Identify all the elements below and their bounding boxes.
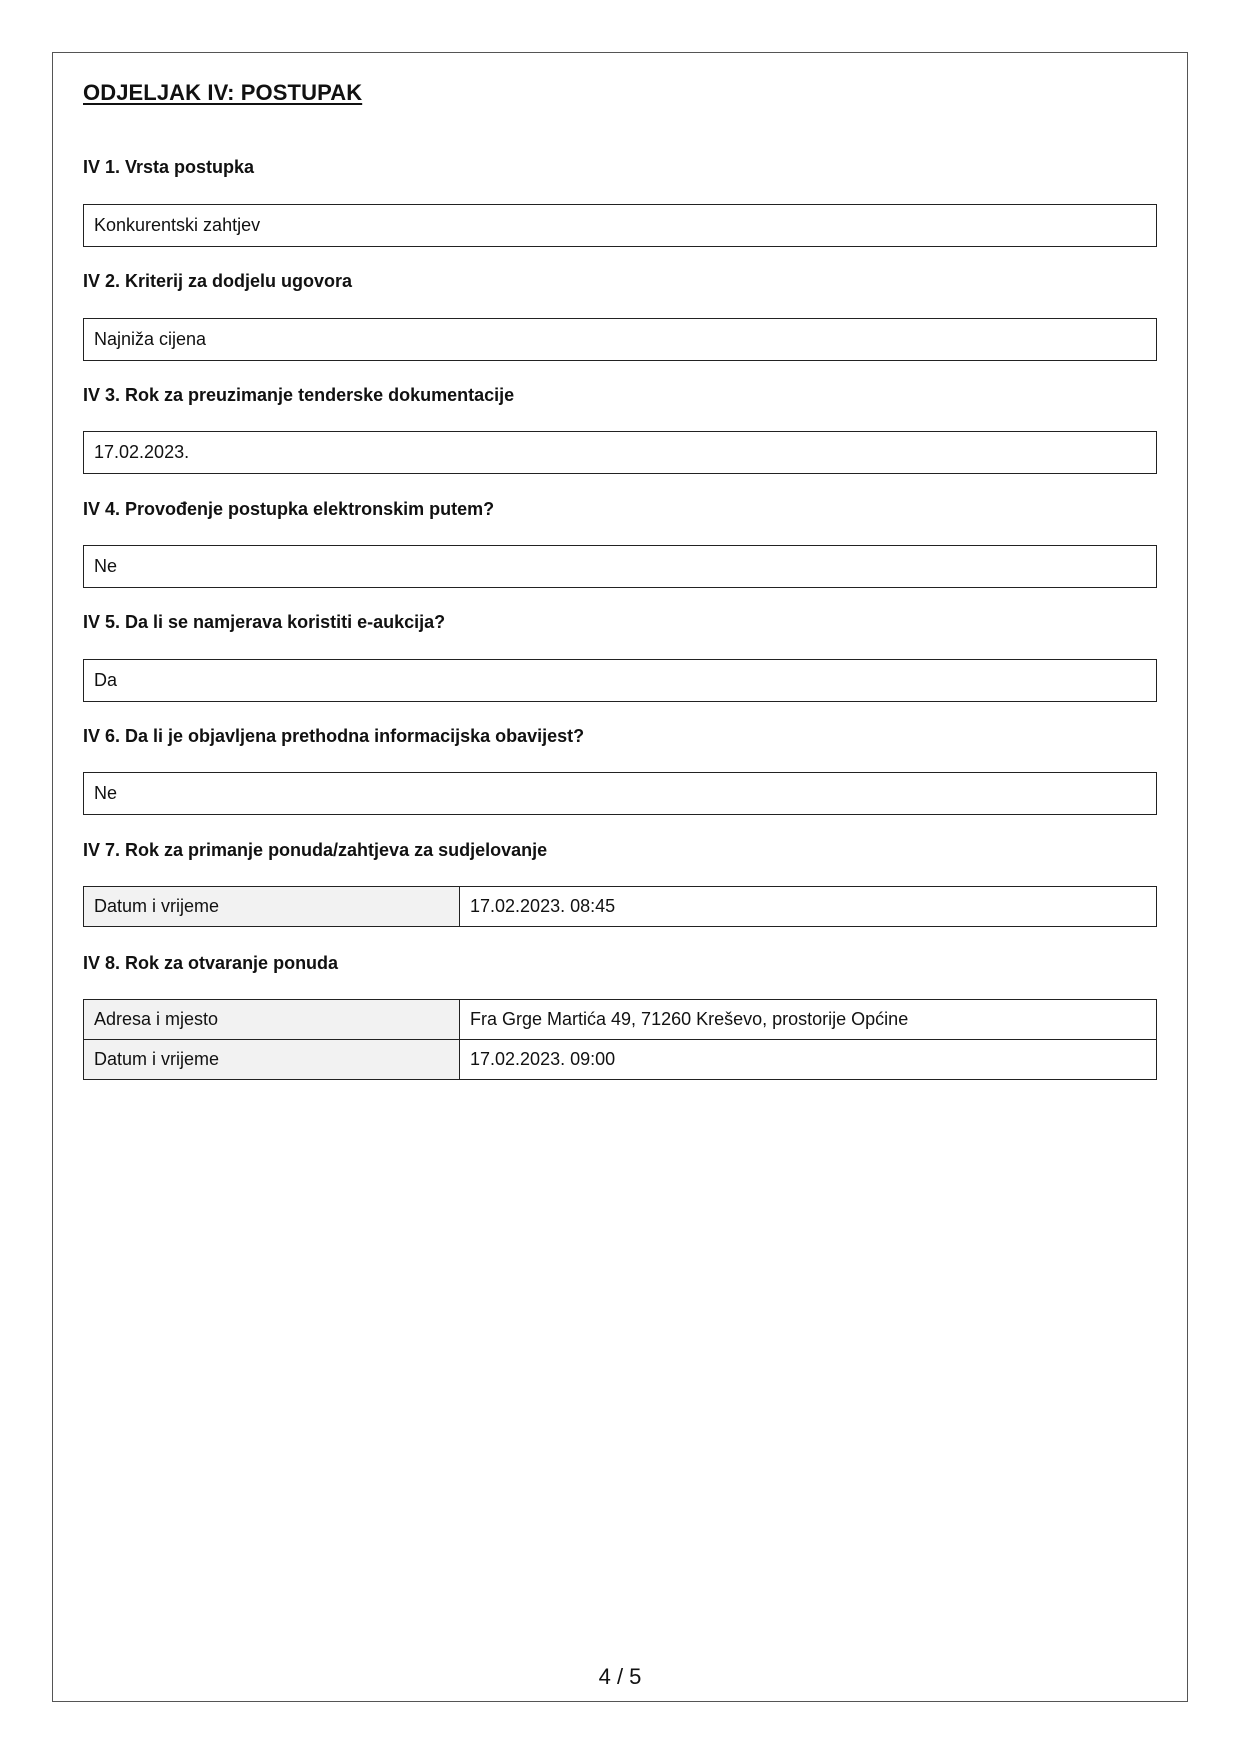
deadline-submission-table xyxy=(83,886,1157,927)
answer-field-iv5: Da xyxy=(83,659,1157,702)
table-row xyxy=(84,1040,1157,1080)
question-label-iv2: IV 2. Kriterij za dodjelu ugovora xyxy=(83,271,353,291)
answer-field-iv4: Ne xyxy=(83,545,1157,588)
table-value-cell: 17.02.2023. 09:00 xyxy=(460,1040,1157,1080)
answer-field-iv3: 17.02.2023. xyxy=(83,431,1157,474)
table-value-cell: Fra Grge Martića 49, 71260 Kreševo, prostorije Općine xyxy=(460,1000,1157,1040)
question-label-iv5: IV 5. Da li se namjerava koristiti e-aukcija? xyxy=(83,612,446,632)
table-key-cell: Datum i vrijeme xyxy=(84,887,460,927)
table-key-cell: Adresa i mjesto xyxy=(84,1000,460,1040)
table-row xyxy=(84,887,1157,927)
answer-field-iv1: Konkurentski zahtjev xyxy=(83,204,1157,247)
table-value-cell: 17.02.2023. 08:45 xyxy=(460,887,1157,927)
question-label-iv6: IV 6. Da li je objavljena prethodna informacijska obavijest? xyxy=(83,726,585,746)
opening-offers-table xyxy=(83,999,1157,1080)
page-number: 4 / 5 xyxy=(598,1664,642,1689)
question-label-iv8: IV 8. Rok za otvaranje ponuda xyxy=(83,953,339,973)
table-row xyxy=(84,1000,1157,1040)
question-label-iv7: IV 7. Rok za primanje ponuda/zahtjeva za sudjelovanje xyxy=(83,840,548,860)
answer-field-iv6: Ne xyxy=(83,772,1157,815)
section-title: ODJELJAK IV: POSTUPAK xyxy=(83,80,363,105)
question-label-iv1: IV 1. Vrsta postupka xyxy=(83,157,255,177)
answer-field-iv2: Najniža cijena xyxy=(83,318,1157,361)
table-key-cell: Datum i vrijeme xyxy=(84,1040,460,1080)
page-frame xyxy=(52,52,1188,1702)
question-label-iv3: IV 3. Rok za preuzimanje tenderske dokumentacije xyxy=(83,385,515,405)
question-label-iv4: IV 4. Provođenje postupka elektronskim putem? xyxy=(83,499,495,519)
